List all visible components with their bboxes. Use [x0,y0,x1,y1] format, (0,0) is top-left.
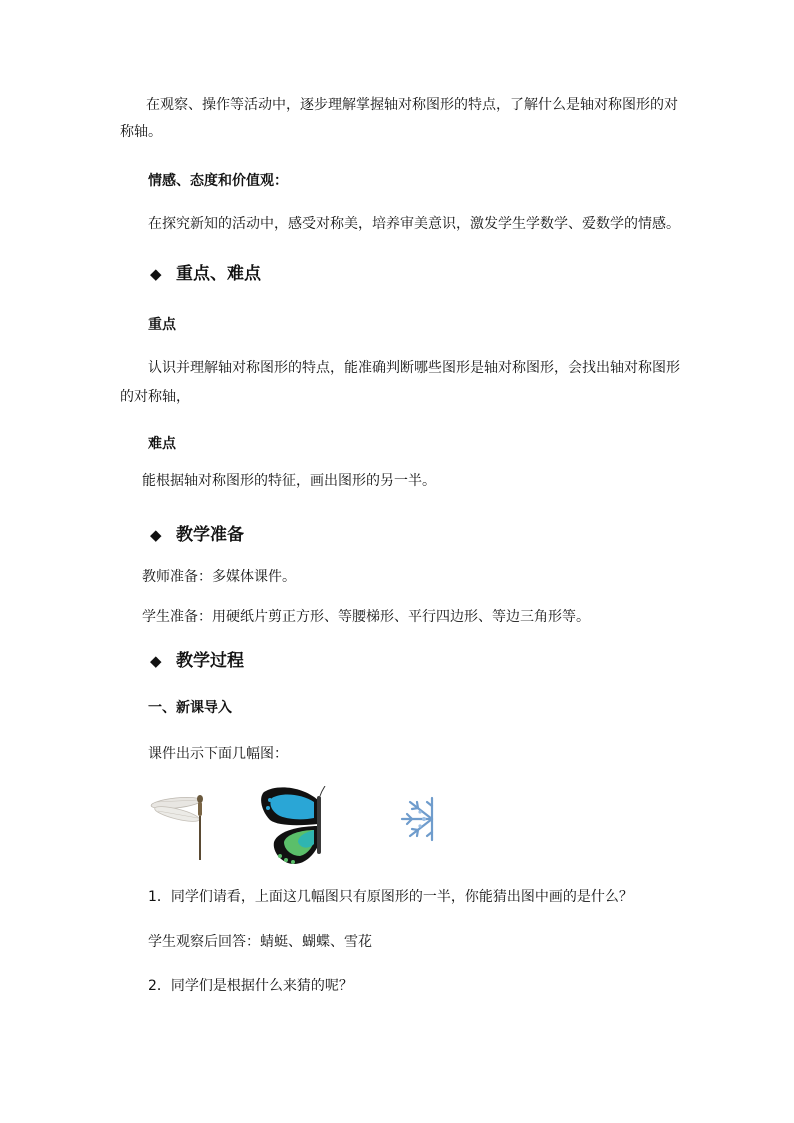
heading-teaching-preparation [150,526,244,544]
answer-1: 学生观察后回答：蜻蜓、蝴蝶、雪花 [148,934,372,950]
diamond-bullet-icon: ◆ [150,652,162,670]
question-1: 1．同学们请看，上面这几幅图只有原图形的一半，你能猜出图中画的是什么？ [148,889,633,905]
snowflake-half-image [398,796,434,842]
section-subtitle-emotion: 情感、态度和价值观： [148,173,288,189]
heading-teaching-process-text: 教学过程 [176,651,244,671]
heading-key-points-text: 重点、难点 [176,264,261,284]
student-preparation: 学生准备：用硬纸片剪正方形、等腰梯形、平行四边形、等边三角形等。 [142,609,590,625]
question-2: 2．同学们是根据什么来猜的呢？ [148,978,353,994]
teacher-preparation: 教师准备：多媒体课件。 [142,569,296,585]
subtitle-key: 重点 [148,317,176,333]
objective-paragraph-line-2: 称轴。 [120,124,162,140]
subtitle-new-lesson-intro: 一、新课导入 [148,700,232,716]
key-paragraph-line-1: 认识并理解轴对称图形的特点，能准确判断哪些图形是轴对称图形，会找出轴对称图形 [148,360,680,376]
dragonfly-half-image [150,790,206,862]
heading-teaching-preparation-text: 教学准备 [176,525,244,545]
key-paragraph-line-2: 的对称轴， [120,389,190,405]
diamond-bullet-icon: ◆ [150,526,162,544]
difficult-paragraph: 能根据轴对称图形的特征，画出图形的另一半。 [142,473,436,489]
heading-teaching-process [150,652,244,670]
heading-key-points [150,265,261,283]
courseware-intro: 课件出示下面几幅图： [148,746,288,762]
subtitle-difficult: 难点 [148,436,176,452]
emotion-paragraph: 在探究新知的活动中，感受对称美，培养审美意识，激发学生学数学、爱数学的情感。 [148,216,680,232]
diamond-bullet-icon: ◆ [150,265,162,283]
objective-paragraph-line-1: 在观察、操作等活动中，逐步理解掌握轴对称图形的特点，了解什么是轴对称图形的对 [146,97,678,113]
butterfly-half-image [258,786,326,866]
